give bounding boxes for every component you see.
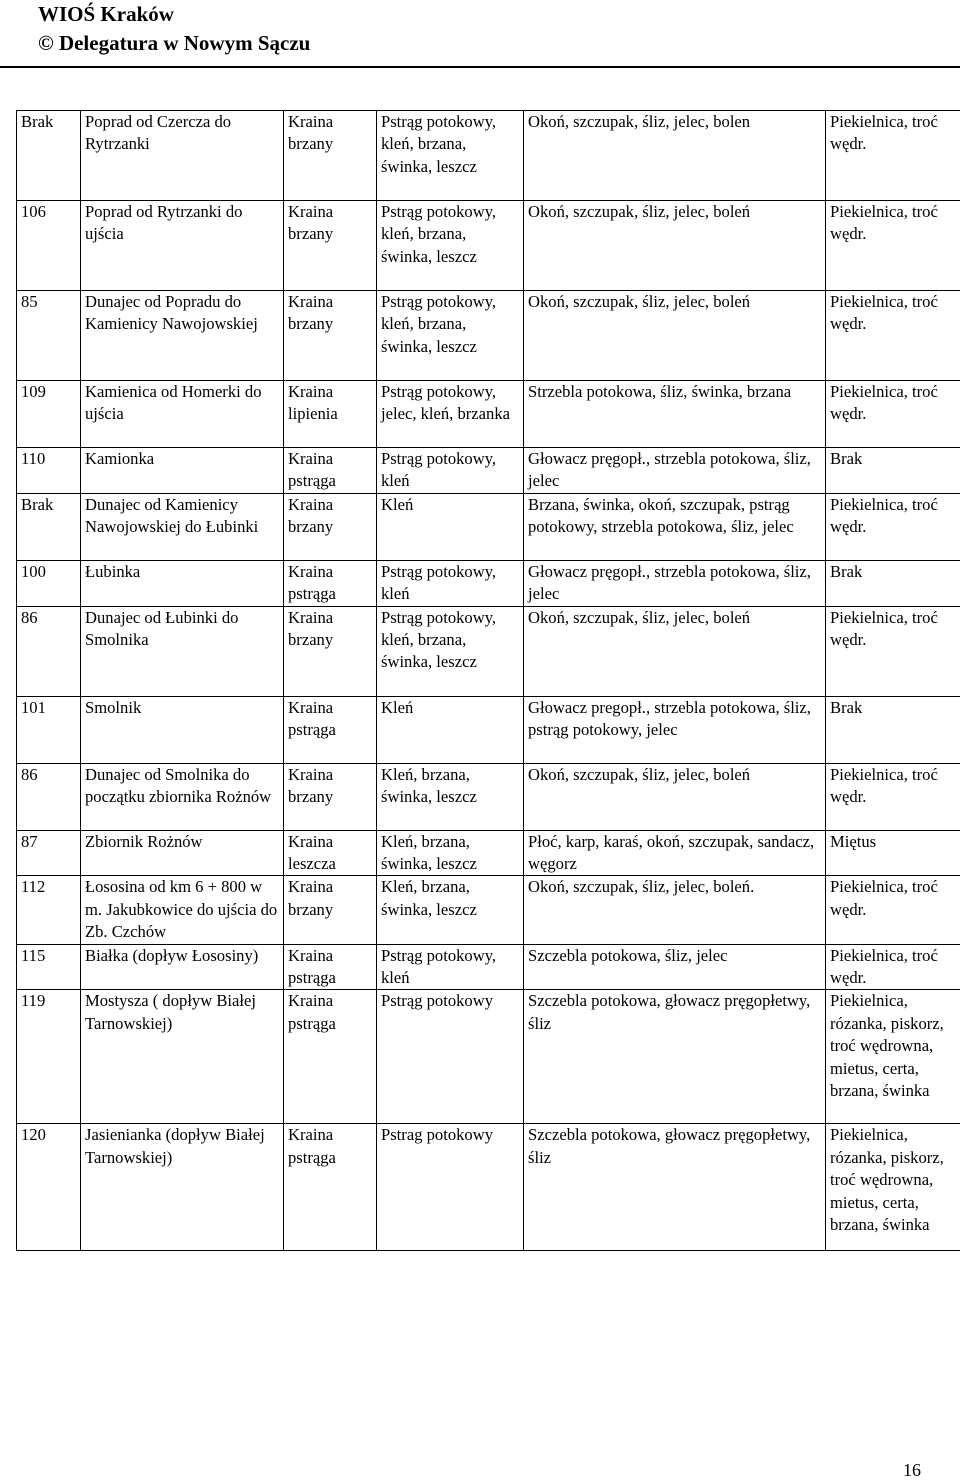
dominant-species-cell: Pstrąg potokowy, kleń [377, 560, 524, 606]
protected-species-cell: Piekielnica, rózanka, piskorz, troć wędrowna, mietus, certa, brzana, świnka [826, 1124, 960, 1251]
fish-region-cell: Kraina lipienia [284, 381, 377, 448]
table-row [17, 201, 960, 291]
table-row [17, 990, 960, 1124]
row-number-cell: 85 [17, 291, 81, 381]
accompanying-species-cell: Szczebla potokowa, śliz, jelec [524, 944, 826, 990]
dominant-species-cell: Pstrąg potokowy, kleń, brzana, świnka, leszcz [377, 291, 524, 381]
fish-region-cell: Kraina pstrąga [284, 696, 377, 763]
dominant-species-cell: Pstrąg potokowy, jelec, kleń, brzanka [377, 381, 524, 448]
accompanying-species-cell: Płoć, karp, karaś, okoń, szczupak, sandacz, węgorz [524, 830, 826, 876]
river-section-cell: Łososina od km 6 + 800 w m. Jakubkowice do ujścia do Zb. Czchów [81, 876, 284, 944]
fish-region-cell: Kraina brzany [284, 291, 377, 381]
river-section-cell: Łubinka [81, 560, 284, 606]
dominant-species-cell: Kleń, brzana, świnka, leszcz [377, 876, 524, 944]
protected-species-cell: Brak [826, 560, 960, 606]
fish-region-cell: Kraina brzany [284, 876, 377, 944]
row-number-cell: 106 [17, 201, 81, 291]
protected-species-cell: Piekielnica, rózanka, piskorz, troć wędrowna, mietus, certa, brzana, świnka [826, 990, 960, 1124]
accompanying-species-cell: Głowacz pregopł., strzebla potokowa, śliz, pstrąg potokowy, jelec [524, 696, 826, 763]
dominant-species-cell: Pstrąg potokowy, kleń [377, 448, 524, 494]
dominant-species-cell: Pstrąg potokowy, kleń, brzana, świnka, leszcz [377, 201, 524, 291]
dominant-species-cell: Pstrąg potokowy, kleń, brzana, świnka, leszcz [377, 111, 524, 201]
fish-regions-table [16, 110, 960, 1251]
table-row [17, 560, 960, 606]
dominant-species-cell: Kleń, brzana, świnka, leszcz [377, 830, 524, 876]
accompanying-species-cell: Strzebla potokowa, śliz, świnka, brzana [524, 381, 826, 448]
protected-species-cell: Piekielnica, troć wędr. [826, 381, 960, 448]
table-row [17, 830, 960, 876]
protected-species-cell: Brak [826, 448, 960, 494]
fish-region-cell: Kraina brzany [284, 763, 377, 830]
table-body [17, 111, 960, 1251]
accompanying-species-cell: Głowacz pręgopł., strzebla potokowa, śliz, jelec [524, 448, 826, 494]
fish-region-cell: Kraina brzany [284, 111, 377, 201]
protected-species-cell: Brak [826, 696, 960, 763]
table-row [17, 606, 960, 696]
fish-region-cell: Kraina pstrąga [284, 560, 377, 606]
table-row [17, 381, 960, 448]
fish-region-cell: Kraina brzany [284, 493, 377, 560]
protected-species-cell: Piekielnica, troć wędr. [826, 493, 960, 560]
table-row [17, 944, 960, 990]
row-number-cell: 115 [17, 944, 81, 990]
fish-region-cell: Kraina pstrąga [284, 1124, 377, 1251]
row-number-cell: Brak [17, 493, 81, 560]
row-number-cell: 119 [17, 990, 81, 1124]
accompanying-species-cell: Szczebla potokowa, głowacz pręgopłetwy, śliz [524, 1124, 826, 1251]
fish-region-cell: Kraina pstrąga [284, 448, 377, 494]
fish-region-cell: Kraina brzany [284, 606, 377, 696]
river-section-cell: Dunajec od Smolnika do początku zbiornika Rożnów [81, 763, 284, 830]
table-row [17, 1124, 960, 1251]
protected-species-cell: Piekielnica, troć wędr. [826, 763, 960, 830]
row-number-cell: Brak [17, 111, 81, 201]
protected-species-cell: Piekielnica, troć wędr. [826, 876, 960, 944]
dominant-species-cell: Kleń, brzana, świnka, leszcz [377, 763, 524, 830]
dominant-species-cell: Pstrąg potokowy [377, 990, 524, 1124]
dominant-species-cell: Kleń [377, 696, 524, 763]
dominant-species-cell: Pstrąg potokowy, kleń, brzana, świnka, leszcz [377, 606, 524, 696]
river-section-cell: Jasienianka (dopływ Białej Tarnowskiej) [81, 1124, 284, 1251]
table-row [17, 448, 960, 494]
fish-region-cell: Kraina pstrąga [284, 944, 377, 990]
river-section-cell: Zbiornik Rożnów [81, 830, 284, 876]
river-section-cell: Smolnik [81, 696, 284, 763]
row-number-cell: 86 [17, 763, 81, 830]
protected-species-cell: Piekielnica, troć wędr. [826, 606, 960, 696]
accompanying-species-cell: Głowacz pręgopł., strzebla potokowa, śliz, jelec [524, 560, 826, 606]
row-number-cell: 100 [17, 560, 81, 606]
river-section-cell: Dunajec od Łubinki do Smolnika [81, 606, 284, 696]
river-section-cell: Dunajec od Popradu do Kamienicy Nawojowskiej [81, 291, 284, 381]
accompanying-species-cell: Okoń, szczupak, śliz, jelec, boleń [524, 763, 826, 830]
row-number-cell: 87 [17, 830, 81, 876]
accompanying-species-cell: Okoń, szczupak, śliz, jelec, boleń. [524, 876, 826, 944]
river-section-cell: Białka (dopływ Łososiny) [81, 944, 284, 990]
table-row [17, 876, 960, 944]
table-row [17, 696, 960, 763]
river-section-cell: Mostysza ( dopływ Białej Tarnowskiej) [81, 990, 284, 1124]
fish-region-cell: Kraina pstrąga [284, 990, 377, 1124]
header-delegation: © Delegatura w Nowym Sączu [38, 31, 311, 55]
accompanying-species-cell: Brzana, świnka, okoń, szczupak, pstrąg potokowy, strzebla potokowa, śliz, jelec [524, 493, 826, 560]
river-section-cell: Kamionka [81, 448, 284, 494]
table-row [17, 493, 960, 560]
table-row [17, 111, 960, 201]
table-row [17, 763, 960, 830]
protected-species-cell: Miętus [826, 830, 960, 876]
accompanying-species-cell: Okoń, szczupak, śliz, jelec, boleń [524, 291, 826, 381]
row-number-cell: 86 [17, 606, 81, 696]
dominant-species-cell: Kleń [377, 493, 524, 560]
row-number-cell: 110 [17, 448, 81, 494]
protected-species-cell: Piekielnica, troć wędr. [826, 201, 960, 291]
table-row [17, 291, 960, 381]
accompanying-species-cell: Okoń, szczupak, śliz, jelec, boleń [524, 606, 826, 696]
accompanying-species-cell: Okoń, szczupak, śliz, jelec, boleń [524, 201, 826, 291]
protected-species-cell: Piekielnica, troć wędr. [826, 291, 960, 381]
dominant-species-cell: Pstrag potokowy [377, 1124, 524, 1251]
accompanying-species-cell: Okoń, szczupak, śliz, jelec, bolen [524, 111, 826, 201]
header-organization: WIOŚ Kraków [38, 2, 174, 26]
fish-region-cell: Kraina leszcza [284, 830, 377, 876]
river-section-cell: Poprad od Rytrzanki do ujścia [81, 201, 284, 291]
page-number: 16 [903, 1460, 921, 1480]
river-section-cell: Dunajec od Kamienicy Nawojowskiej do Łubinki [81, 493, 284, 560]
row-number-cell: 112 [17, 876, 81, 944]
protected-species-cell: Piekielnica, troć wędr. [826, 111, 960, 201]
dominant-species-cell: Pstrąg potokowy, kleń [377, 944, 524, 990]
row-number-cell: 101 [17, 696, 81, 763]
fish-region-cell: Kraina brzany [284, 201, 377, 291]
row-number-cell: 109 [17, 381, 81, 448]
accompanying-species-cell: Szczebla potokowa, głowacz pręgopłetwy, śliz [524, 990, 826, 1124]
river-section-cell: Poprad od Czercza do Rytrzanki [81, 111, 284, 201]
header-rule [0, 66, 960, 68]
row-number-cell: 120 [17, 1124, 81, 1251]
protected-species-cell: Piekielnica, troć wędr. [826, 944, 960, 990]
river-section-cell: Kamienica od Homerki do ujścia [81, 381, 284, 448]
